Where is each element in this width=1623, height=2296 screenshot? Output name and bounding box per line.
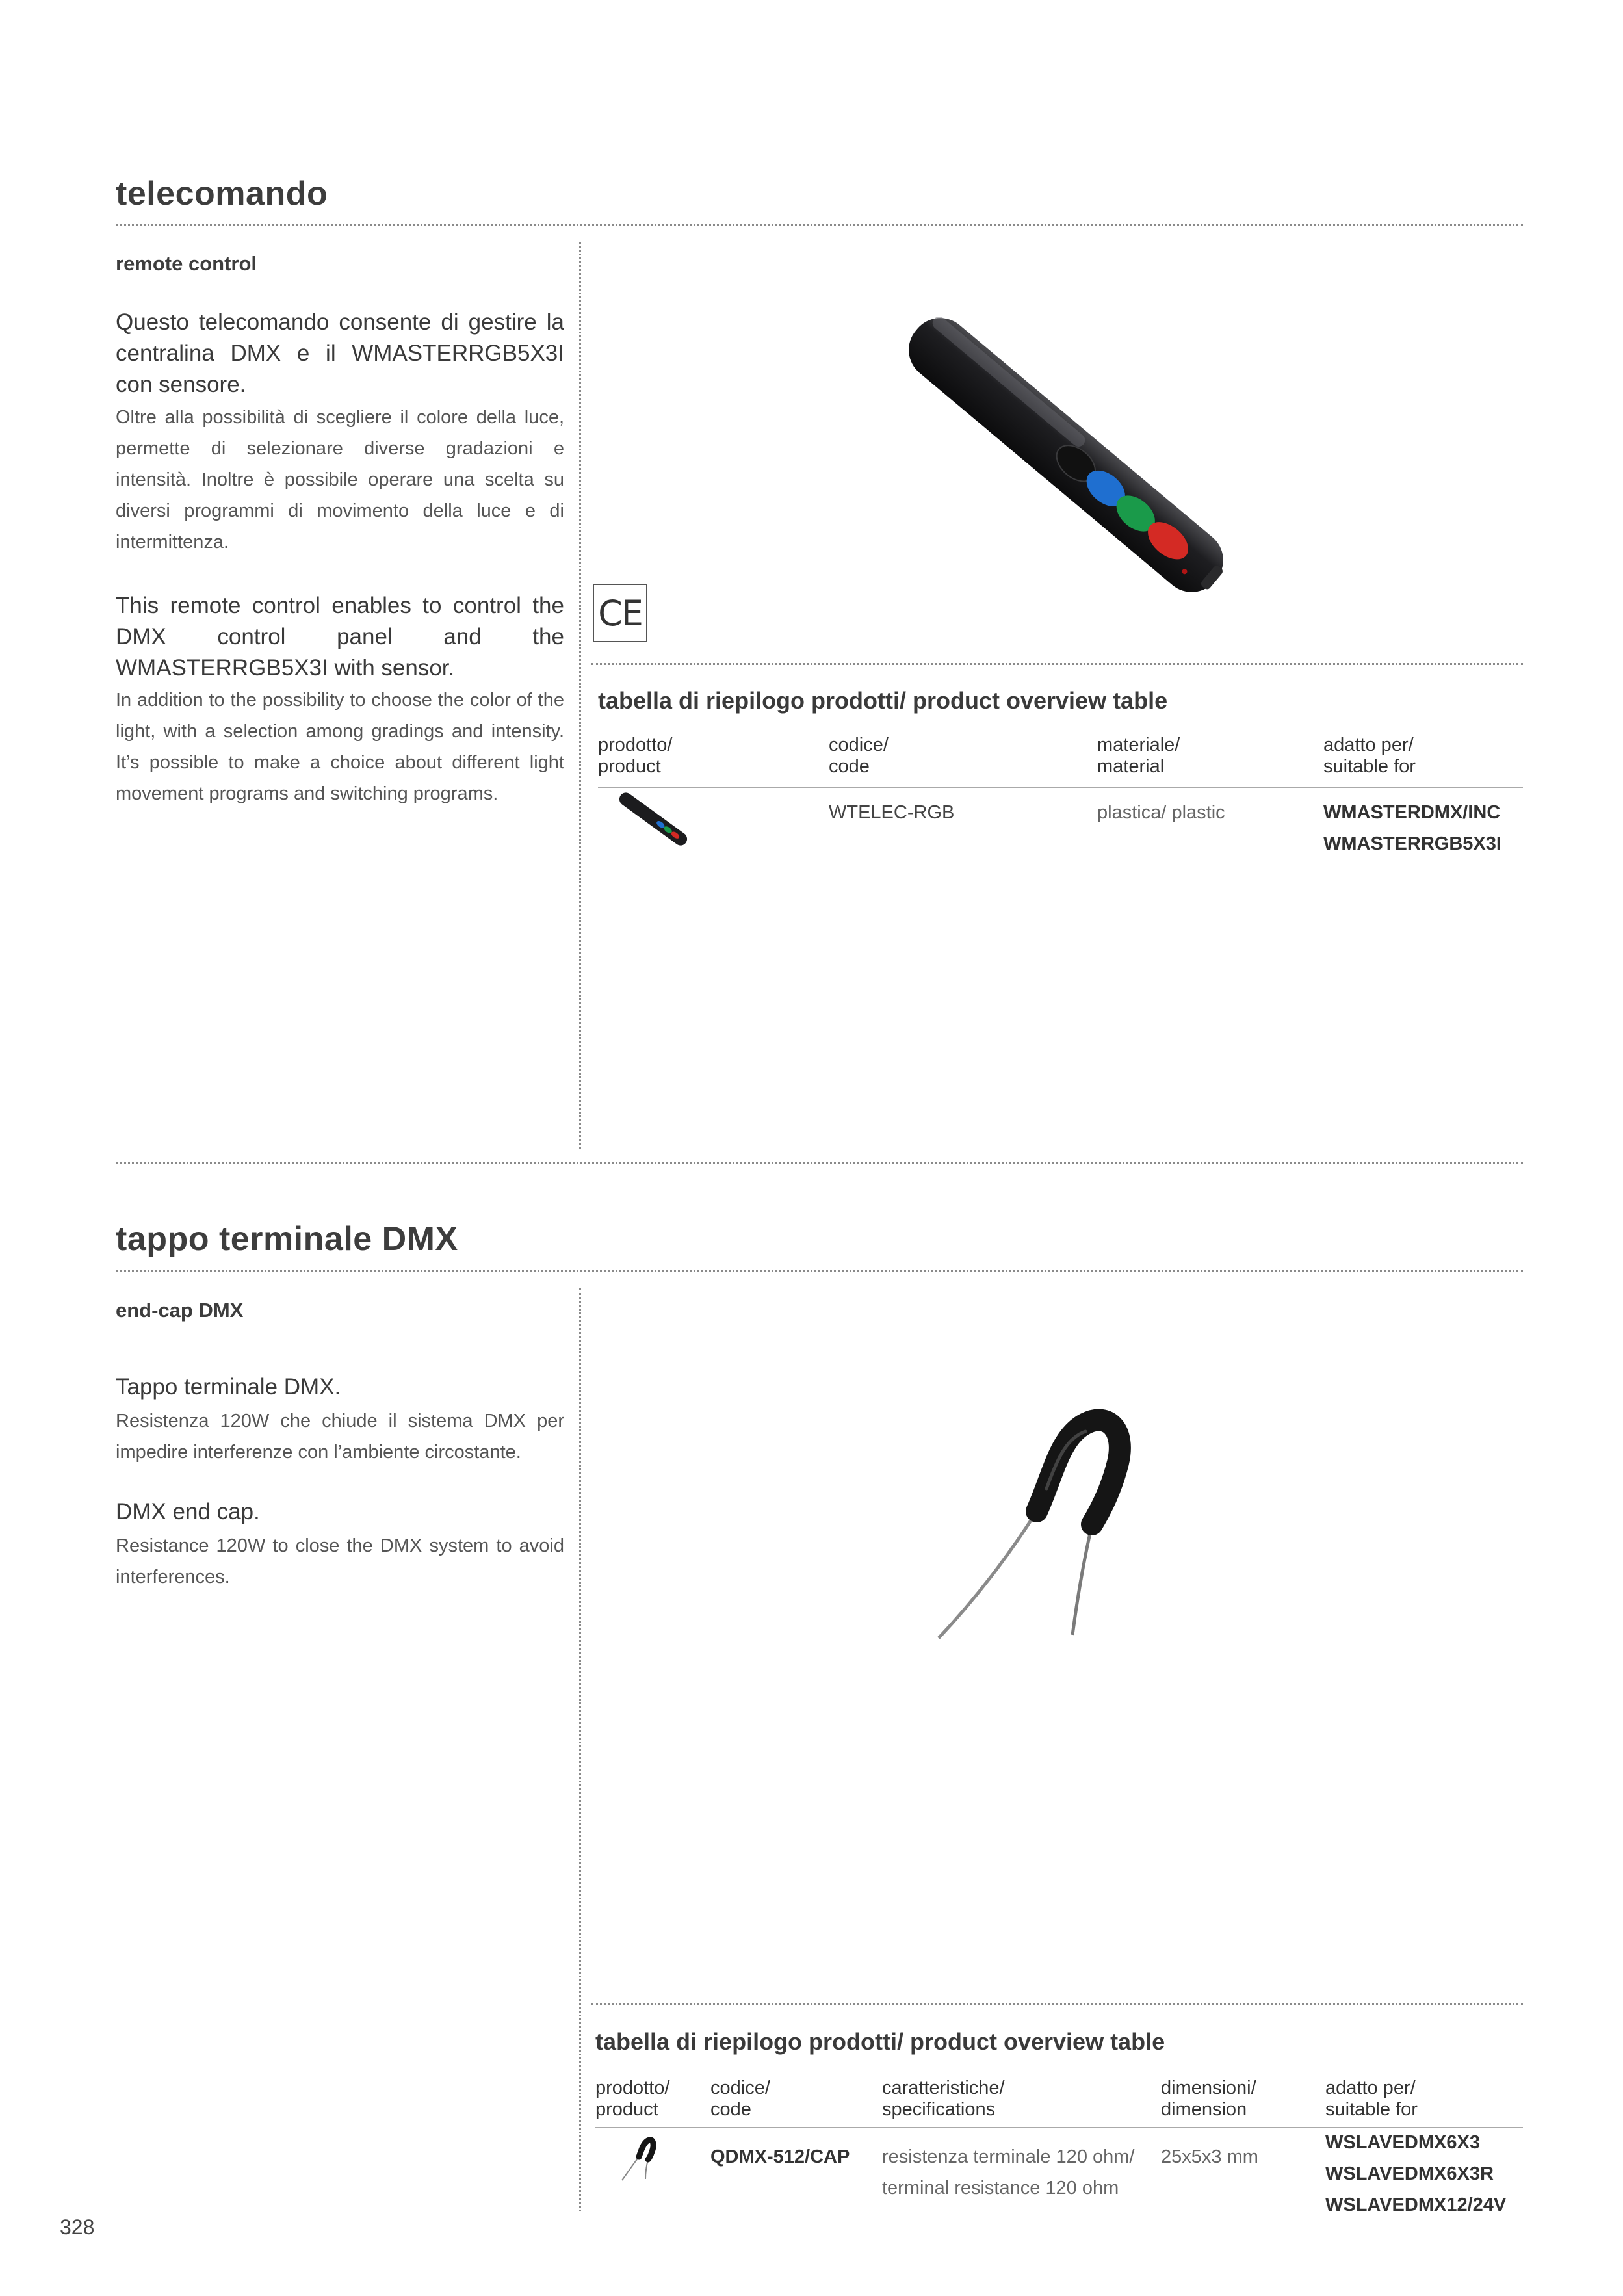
page-number: 328 (60, 2215, 95, 2239)
section2-en-lead: DMX end cap. (116, 1499, 260, 1524)
section2-cell-dimension: 25x5x3 mm (1161, 2146, 1258, 2167)
section2-column-divider (579, 1288, 581, 2211)
section1-cell-code: WTELEC-RGB (829, 802, 955, 823)
section2-table-divider (591, 2003, 1523, 2005)
section1-cell-material: plastica/ plastic (1097, 802, 1225, 823)
section2-th-specifications: caratteristiche/ specifications (882, 2078, 1005, 2120)
remote-control-thumbnail-icon (608, 790, 699, 848)
section2-it-body: Resistenza 120W che chiude il sistema DMX per impedire interferenze con l’ambiente circostante. (116, 1411, 564, 1463)
section2-cell-suitable-2: WSLAVEDMX6X3R (1325, 2163, 1494, 2184)
section1-cell-suitable-1: WMASTERDMX/INC (1323, 802, 1501, 823)
section2-en-body: Resistance 120W to close the DMX system to avoid interferences. (116, 1535, 564, 1587)
section1-title: telecomando (116, 175, 328, 213)
section2-cell-suitable-3: WSLAVEDMX12/24V (1325, 2195, 1507, 2215)
section2-table-title: tabella di riepilogo prodotti/ product overview table (595, 2028, 1165, 2055)
section2-it-lead: Tappo terminale DMX. (116, 1374, 341, 1400)
section1-cell-suitable-2: WMASTERRGB5X3I (1323, 833, 1501, 854)
section2-title: tappo terminale DMX (116, 1220, 458, 1258)
section1-en-body: In addition to the possibility to choose the color of the light, with a selection among gradings and intensity. It’s possible to make a choice about different light movement programs and switching programs. (116, 690, 564, 804)
section-separator (116, 1162, 1523, 1164)
section1-it-body: Oltre alla possibilità di scegliere il colore della luce, permette di selezionare diverse gradazioni e intensità. Inoltre è possibile operare una scelta su diversi programmi di movimento della luce e di intermittenza. (116, 407, 564, 553)
section2-th-code: codice/ code (710, 2078, 770, 2120)
section2-th-suitable: adatto per/ suitable for (1325, 2078, 1418, 2120)
section2-cell-spec-1: resistenza terminale 120 ohm/ (882, 2146, 1135, 2167)
section1-th-product: prodotto/ product (598, 735, 673, 777)
section1-th-suitable: adatto per/ suitable for (1323, 735, 1416, 777)
section2-cell-suitable-1: WSLAVEDMX6X3 (1325, 2132, 1480, 2153)
end-cap-thumbnail-icon (614, 2132, 666, 2184)
ce-mark-label: CE (598, 592, 642, 634)
section2-th-product: prodotto/ product (595, 2078, 670, 2120)
end-cap-image (897, 1378, 1261, 1658)
section1-it-lead: Questo telecomando consente di gestire la centralina DMX e il WMASTERRGB5X3I con sensore. (116, 309, 564, 397)
section2-cell-code: QDMX-512/CAP (710, 2146, 850, 2167)
section1-th-material: materiale/ material (1097, 735, 1180, 777)
section1-column-divider (579, 242, 581, 1149)
ce-mark-icon (593, 584, 647, 642)
section1-th-code: codice/ code (829, 735, 889, 777)
section1-subtitle: remote control (116, 252, 257, 275)
remote-control-image (864, 280, 1267, 631)
section1-en-lead: This remote control enables to control the DMX control panel and the WMASTERRGB5X3I with sensor. (116, 593, 564, 681)
section1-table-header-rule (598, 787, 1523, 788)
section1-table-title: tabella di riepilogo prodotti/ product overview table (598, 687, 1168, 714)
section1-table-divider (591, 663, 1523, 665)
section1-title-divider (116, 224, 1523, 226)
section2-title-divider (116, 1270, 1523, 1272)
section2-th-dimension: dimensioni/ dimension (1161, 2078, 1256, 2120)
section2-cell-spec-2: terminal resistance 120 ohm (882, 2178, 1119, 2198)
section2-subtitle: end-cap DMX (116, 1299, 244, 1322)
